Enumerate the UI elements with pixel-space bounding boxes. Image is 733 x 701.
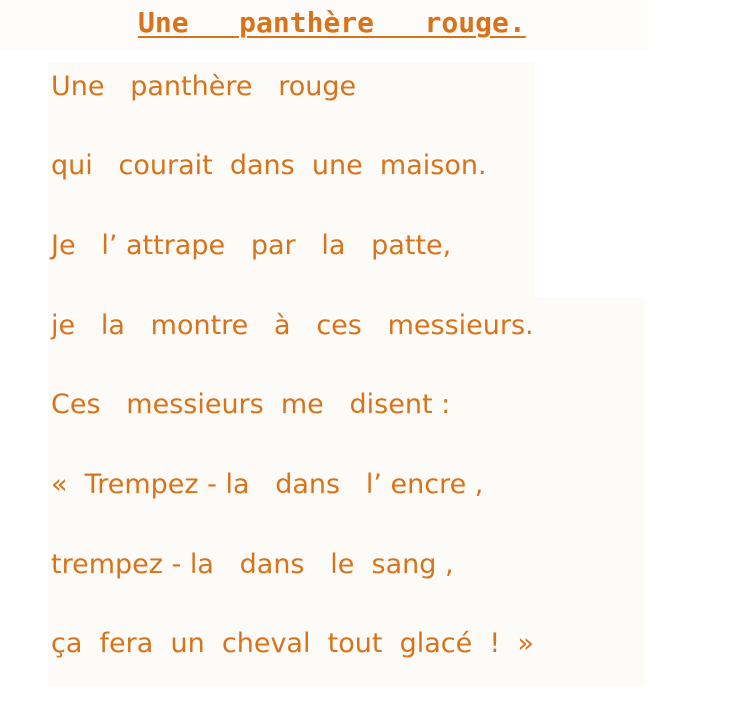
- poem-line-4: je la montre à ces messieurs.: [51, 310, 534, 341]
- poem-line-3: Je l’ attrape par la patte,: [51, 230, 452, 261]
- poem-line-5: Ces messieurs me disent :: [51, 389, 451, 420]
- poem-line-2: qui courait dans une maison.: [51, 150, 487, 181]
- poem-line-1: Une panthère rouge: [51, 71, 357, 102]
- poem-line-7: trempez - la dans le sang ,: [51, 549, 454, 580]
- poem-line-6: « Trempez - la dans l’ encre ,: [51, 469, 484, 500]
- poem-title: Une panthère rouge.: [138, 6, 526, 39]
- poem-line-8: ça fera un cheval tout glacé ! »: [51, 628, 534, 659]
